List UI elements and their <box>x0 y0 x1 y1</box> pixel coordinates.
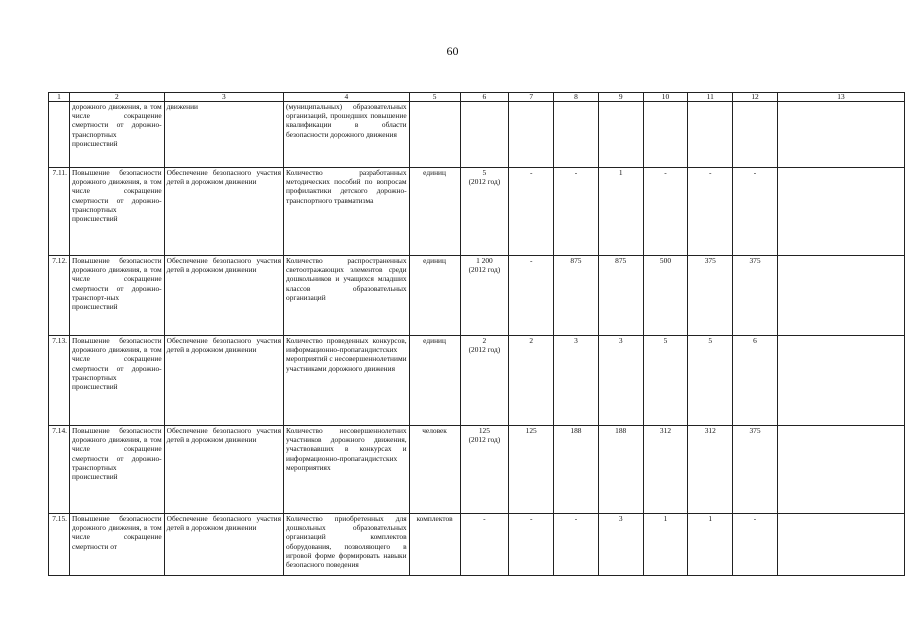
value-8: - <box>554 168 599 256</box>
value-10: 500 <box>643 256 688 336</box>
indicator-name: Количество проведенных конкурсов, информационно-пропагандистских мероприятий с несовершеннолетними участниками дорожного движения <box>284 336 410 426</box>
base-value <box>460 256 509 336</box>
value-7: - <box>509 256 554 336</box>
indicator-goal: дорожного движения, в том числе сокращение смертности от дорожно-транспортных происшествий <box>69 102 164 168</box>
base-value-year: (2012 год) <box>468 265 501 275</box>
value-8: 188 <box>554 426 599 514</box>
table-row <box>49 514 905 576</box>
unit-of-measure: единиц <box>409 336 460 426</box>
base-value-number: 5 <box>482 168 487 177</box>
table-row <box>49 256 905 336</box>
value-12: - <box>733 514 778 576</box>
value-13 <box>777 514 904 576</box>
table-row <box>49 426 905 514</box>
column-number-11: 11 <box>688 93 733 102</box>
column-number-2: 2 <box>69 93 164 102</box>
value-10: 312 <box>643 426 688 514</box>
table-row <box>49 168 905 256</box>
value-8 <box>554 102 599 168</box>
value-13 <box>777 336 904 426</box>
base-value-number: - <box>483 514 486 523</box>
value-10 <box>643 102 688 168</box>
base-value-number: 1 200 <box>476 256 493 265</box>
value-7: - <box>509 168 554 256</box>
indicator-goal: Повышение безопасности дорожного движения, в том числе сокращение смертности от дорожно-транспортных происшествий <box>69 336 164 426</box>
value-11: 375 <box>688 256 733 336</box>
row-number: 7.15. <box>49 514 70 576</box>
value-10: - <box>643 168 688 256</box>
indicator-goal: Повышение безопасности дорожного движения, в том числе сокращение смертности от <box>69 514 164 576</box>
value-9: 188 <box>598 426 643 514</box>
column-number-header-row <box>49 93 905 102</box>
base-value <box>460 514 509 576</box>
column-number-5: 5 <box>409 93 460 102</box>
value-11: - <box>688 168 733 256</box>
indicator-task: движении <box>164 102 283 168</box>
indicator-name: Количество несовершеннолетних участников дорожного движения, участвовавших в конкурсах и информационно-пропагандистских мероприятиях <box>284 426 410 514</box>
value-8: 3 <box>554 336 599 426</box>
base-value-number: 2 <box>482 336 487 345</box>
indicator-task: Обеспечение безопасного участия детей в дорожном движении <box>164 514 283 576</box>
value-12: - <box>733 168 778 256</box>
row-number: 7.11. <box>49 168 70 256</box>
indicator-name: Количество разработанных методических пособий по вопросам профилактики детского дорожно-транспортного травматизма <box>284 168 410 256</box>
value-10: 5 <box>643 336 688 426</box>
indicator-task: Обеспечение безопасного участия детей в дорожном движении <box>164 168 283 256</box>
column-number-1: 1 <box>49 93 70 102</box>
indicator-task: Обеспечение безопасного участия детей в дорожном движении <box>164 336 283 426</box>
value-13 <box>777 102 904 168</box>
unit-of-measure: комплектов <box>409 514 460 576</box>
row-number: 7.14. <box>49 426 70 514</box>
value-12 <box>733 102 778 168</box>
value-11: 312 <box>688 426 733 514</box>
value-13 <box>777 426 904 514</box>
indicator-goal: Повышение безопасности дорожного движения, в том числе сокращение смертности от дорожно-транспортных происшествий <box>69 426 164 514</box>
indicator-name: Количество распространенных светоотражающих элементов среди дошкольников и учащихся младших классов образовательных организаций <box>284 256 410 336</box>
value-10: 1 <box>643 514 688 576</box>
value-7: - <box>509 514 554 576</box>
column-number-10: 10 <box>643 93 688 102</box>
column-number-3: 3 <box>164 93 283 102</box>
indicator-goal: Повышение безопасности дорожного движения, в том числе сокращение смертности от дорожно-транспорт-ных происшествий <box>69 256 164 336</box>
column-number-12: 12 <box>733 93 778 102</box>
page-number: 60 <box>446 44 459 58</box>
indicator-task: Обеспечение безопасного участия детей в дорожном движении <box>164 256 283 336</box>
value-8: - <box>554 514 599 576</box>
base-value <box>460 336 509 426</box>
value-12: 375 <box>733 256 778 336</box>
value-8: 875 <box>554 256 599 336</box>
base-value-year: (2012 год) <box>468 435 501 445</box>
base-value-year: (2012 год) <box>468 177 501 187</box>
column-number-13: 13 <box>777 93 904 102</box>
table-row <box>49 336 905 426</box>
value-11 <box>688 102 733 168</box>
unit-of-measure: единиц <box>409 256 460 336</box>
base-value <box>460 426 509 514</box>
column-number-6: 6 <box>460 93 509 102</box>
column-number-9: 9 <box>598 93 643 102</box>
column-number-7: 7 <box>509 93 554 102</box>
indicator-name: (муниципальных) образовательных организаций, прошедших повышение квалификации в области безопасности дорожного движения <box>284 102 410 168</box>
base-value <box>460 168 509 256</box>
value-11: 1 <box>688 514 733 576</box>
indicator-task: Обеспечение безопасного участия детей в дорожном движении <box>164 426 283 514</box>
value-12: 6 <box>733 336 778 426</box>
base-value-number: 125 <box>478 426 490 435</box>
row-number <box>49 102 70 168</box>
value-12: 375 <box>733 426 778 514</box>
value-11: 5 <box>688 336 733 426</box>
row-number: 7.12. <box>49 256 70 336</box>
value-9: 3 <box>598 514 643 576</box>
value-7: 125 <box>509 426 554 514</box>
value-7: 2 <box>509 336 554 426</box>
value-13 <box>777 168 904 256</box>
value-9 <box>598 102 643 168</box>
unit-of-measure <box>409 102 460 168</box>
value-9: 1 <box>598 168 643 256</box>
column-number-4: 4 <box>284 93 410 102</box>
value-9: 3 <box>598 336 643 426</box>
row-number: 7.13. <box>49 336 70 426</box>
indicators-table <box>48 92 905 576</box>
unit-of-measure: единиц <box>409 168 460 256</box>
value-13 <box>777 256 904 336</box>
value-9: 875 <box>598 256 643 336</box>
unit-of-measure: человек <box>409 426 460 514</box>
column-number-8: 8 <box>554 93 599 102</box>
indicator-goal: Повышение безопасности дорожного движения, в том числе сокращение смертности от дорожно-транспортных происшествий <box>69 168 164 256</box>
value-7 <box>509 102 554 168</box>
base-value <box>460 102 509 168</box>
indicator-name: Количество приобретенных для дошкольных образовательных организаций комплектов оборудования, позволяющего в игровой форме формировать навыки безопасного поведения <box>284 514 410 576</box>
base-value-year: (2012 год) <box>468 345 501 355</box>
table-row <box>49 102 905 168</box>
